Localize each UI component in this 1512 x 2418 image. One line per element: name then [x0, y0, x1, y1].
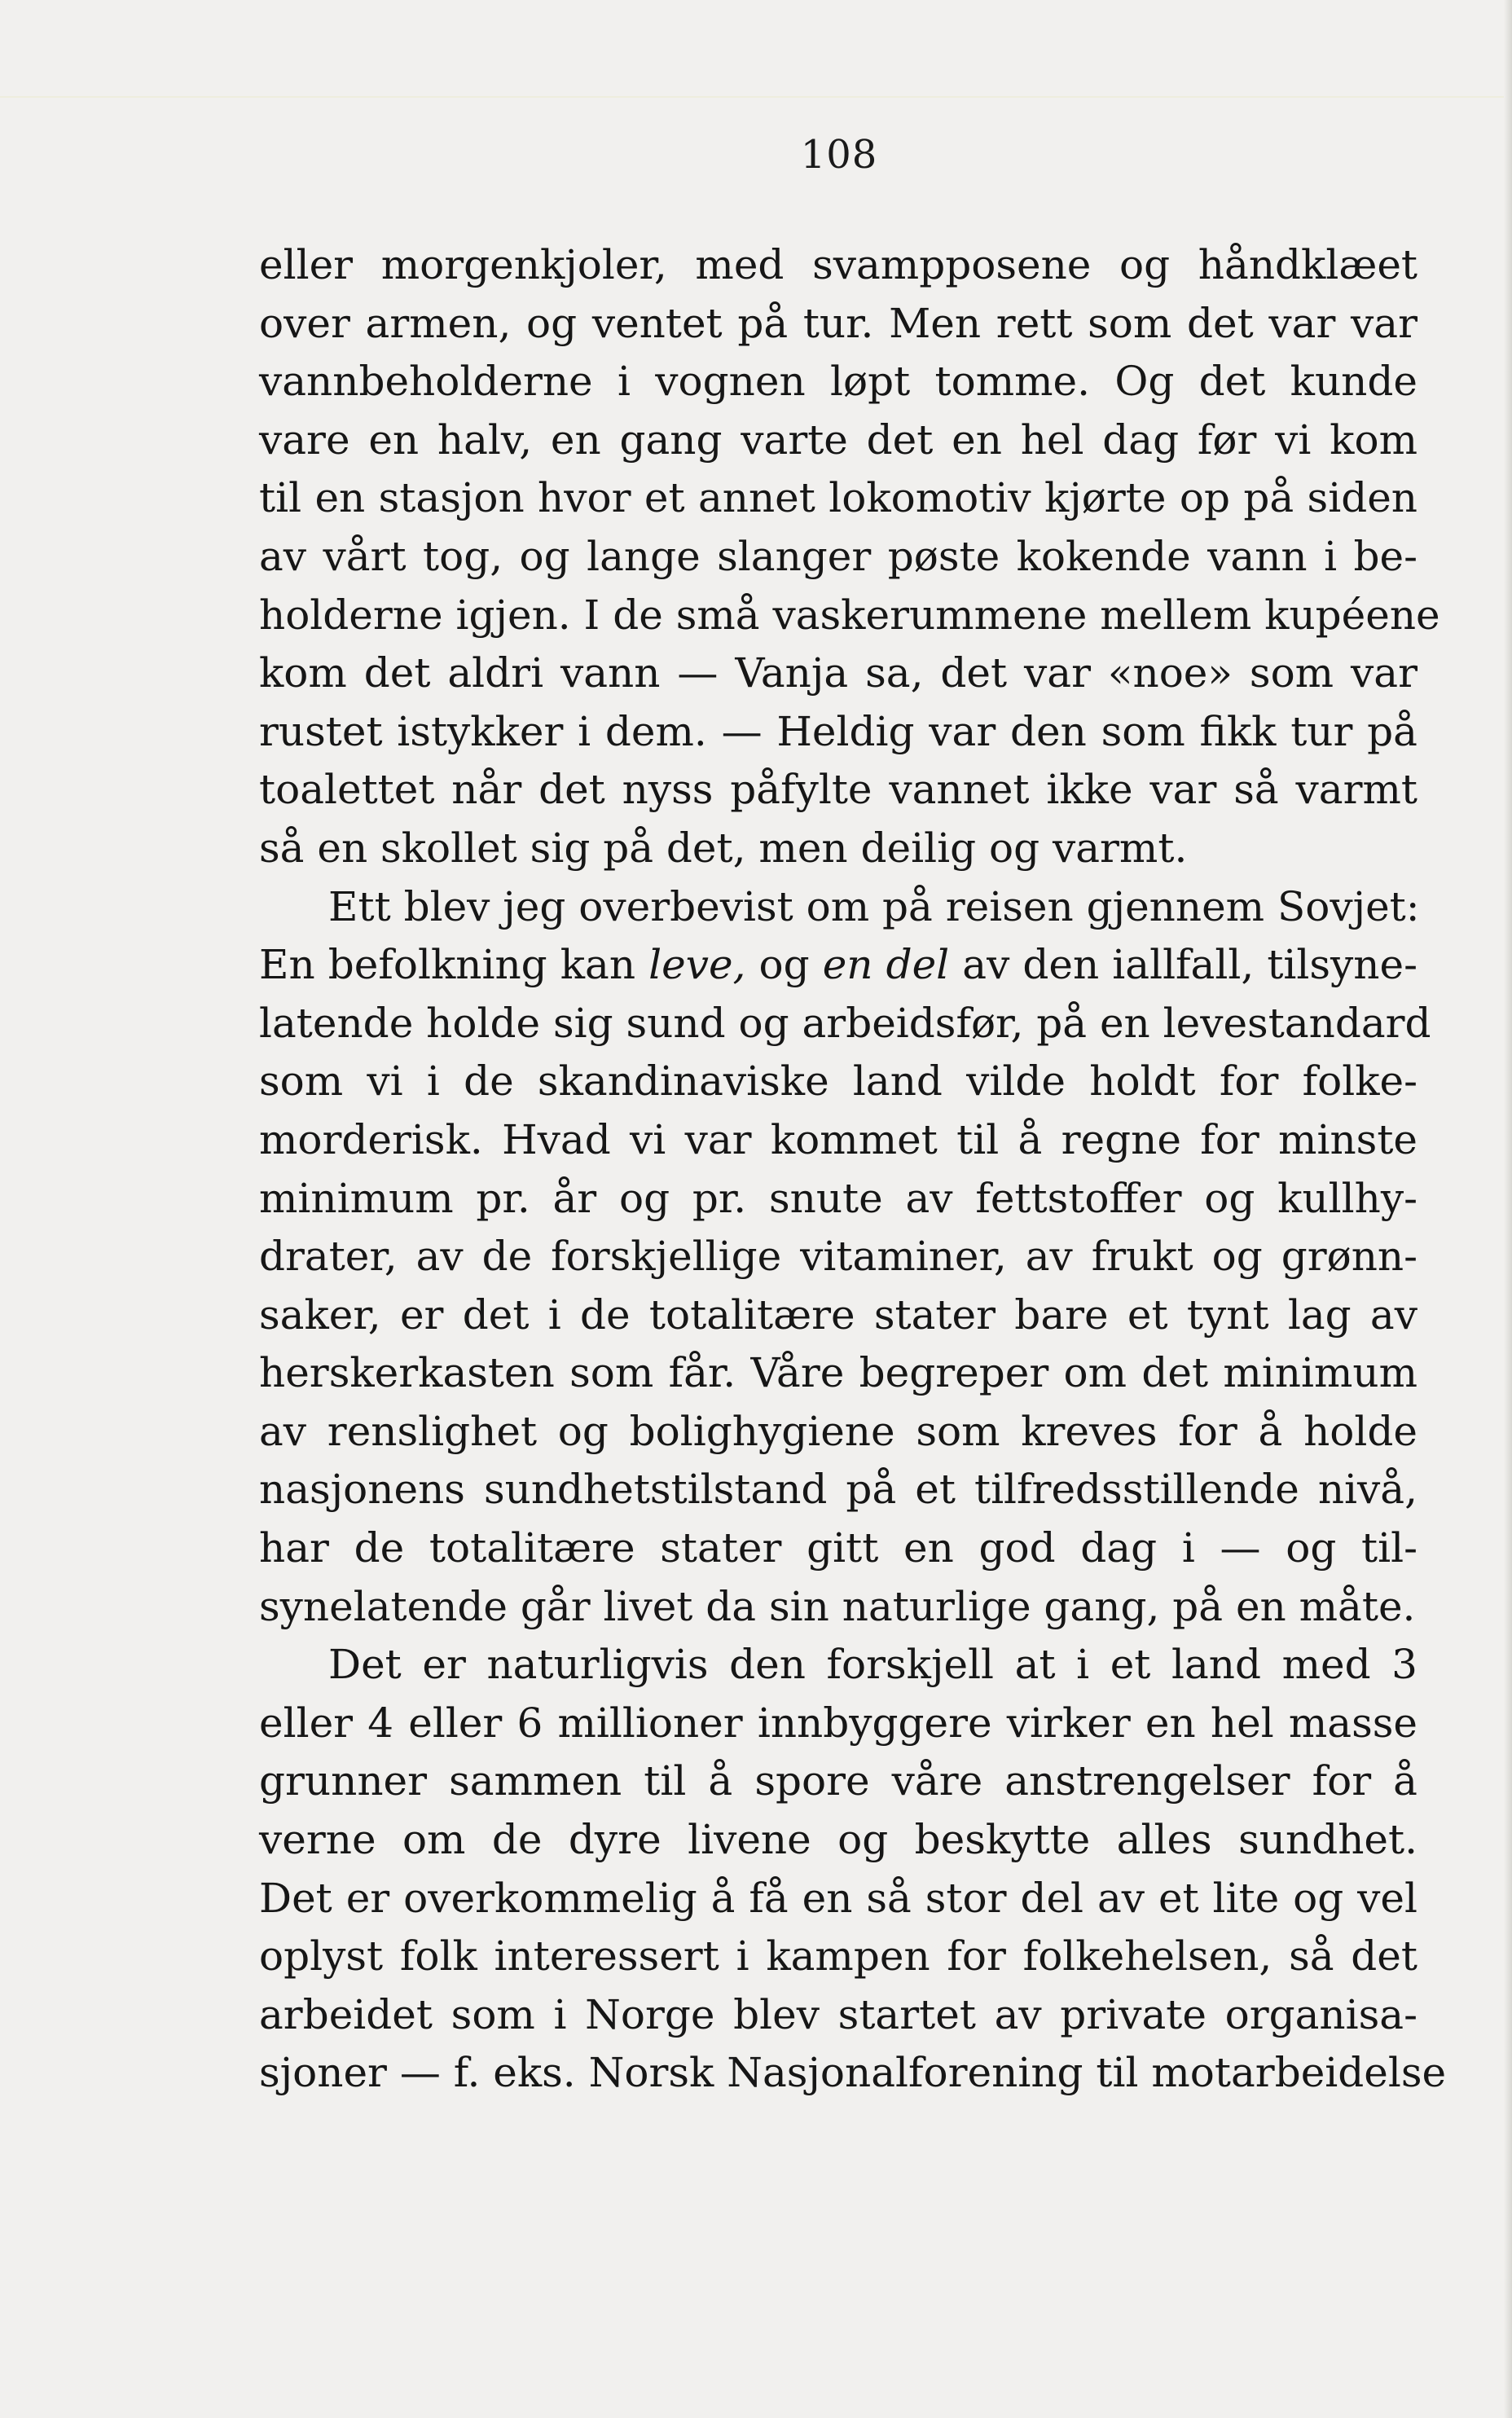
- text-line: latende holde sig sund og arbeidsfør, på en levestandard: [259, 999, 1431, 1047]
- text-line: En befolkning kan leve, og en del av den iallfall, tilsyne-: [259, 941, 1418, 989]
- page-edge-top: [0, 96, 1512, 98]
- text-line: synelatende går livet da sin naturlige gang, på en måte.: [259, 1582, 1416, 1630]
- text-line: morderisk. Hvad vi var kommet til å regne for minste: [259, 1115, 1418, 1163]
- text-line: oplyst folk interessert i kampen for folkehelsen, så det: [259, 1932, 1418, 1981]
- text-line: herskerkasten som får. Våre begreper om det minimum: [259, 1349, 1418, 1397]
- text-line: eller morgenkjoler, med svampposene og håndklæet: [259, 241, 1418, 288]
- text-line: av renslighet og bolighygiene som kreves for å holde: [259, 1407, 1418, 1455]
- text-line: kom det aldri vann — Vanja sa, det var «noe» som var: [259, 649, 1418, 697]
- emphasis: en del: [822, 941, 950, 989]
- text-line: over armen, og ventet på tur. Men rett som det var var: [259, 299, 1418, 347]
- text-line: sjoner — f. eks. Norsk Nasjonalforening til motarbeidelse: [259, 2049, 1447, 2097]
- page-edge-right: [1504, 0, 1512, 2418]
- body-text: [259, 236, 1447, 2103]
- text-line: saker, er det i de totalitære stater bare et tynt lag av: [259, 1290, 1418, 1339]
- text-line: rustet istykker i dem. — Heldig var den som fikk tur på: [259, 707, 1418, 755]
- text-line: verne om de dyre livene og beskytte alles sundhet.: [259, 1816, 1418, 1864]
- text-line: vare en halv, en gang varte det en hel dag før vi kom: [259, 415, 1418, 464]
- text-line: eller 4 eller 6 millioner innbyggere virker en hel masse: [259, 1699, 1418, 1747]
- text-line: nasjonens sundhetstilstand på et tilfredsstillende nivå,: [259, 1466, 1418, 1514]
- text-line: drater, av de forskjellige vitaminer, av frukt og grønn-: [259, 1233, 1418, 1281]
- text-line: Ett blev jeg overbevist om på reisen gjennem Sovjet:: [328, 882, 1420, 930]
- text-line: holderne igjen. I de små vaskerummene mellem kupéene: [259, 591, 1440, 639]
- text-line: til en stasjon hvor et annet lokomotiv kjørte op på siden: [259, 474, 1418, 522]
- text-line: minimum pr. år og pr. snute av fettstoffer og kullhy-: [259, 1174, 1418, 1222]
- text-line: arbeidet som i Norge blev startet av private organisa-: [259, 1990, 1418, 2038]
- text-line: Det er overkommelig å få en så stor del av et lite og vel: [259, 1874, 1418, 1922]
- text-line: som vi i de skandinaviske land vilde holdt for folke-: [259, 1057, 1418, 1106]
- text-line: så en skollet sig på det, men deilig og varmt.: [259, 824, 1188, 872]
- text-line: av vårt tog, og lange slanger pøste kokende vann i be-: [259, 532, 1418, 580]
- text-line: grunner sammen til å spore våre anstrengelser for å: [259, 1757, 1418, 1805]
- text-line: Det er naturligvis den forskjell at i et land med 3: [328, 1641, 1418, 1689]
- emphasis: leve,: [648, 941, 746, 989]
- text-line: vannbeholderne i vognen løpt tomme. Og det kunde: [259, 358, 1418, 406]
- text-line: har de totalitære stater gitt en god dag i — og til-: [259, 1524, 1418, 1572]
- page-number: 108: [800, 132, 878, 178]
- text-line: toalettet når det nyss påfylte vannet ikke var så varmt: [259, 766, 1418, 814]
